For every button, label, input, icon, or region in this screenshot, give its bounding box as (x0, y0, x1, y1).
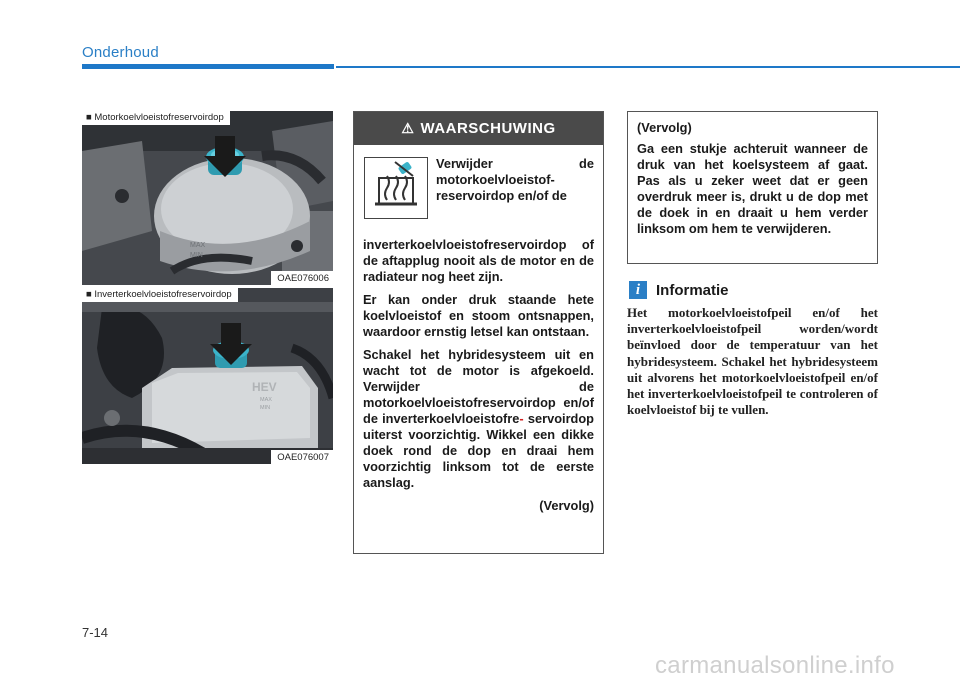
photo-caption: ■ Motorkoelvloeistofreservoirdop (82, 111, 230, 125)
warning-intro: Verwijder de motorkoelvloeistof-reservoirdop en/of de (436, 156, 594, 203)
continued-head: (Vervolg) (637, 120, 692, 135)
continued-label: (Vervolg) (539, 498, 594, 513)
photo-code: OAE076006 (271, 271, 333, 285)
continued-text: Ga een stukje achteruit wanneer de druk van het koelsysteem af gaat. Pas als u zeker weet dat er geen overdruk meer is, drukt u de dop met de doek in en draait u hem verder linksom om hem te verwijderen. (637, 141, 868, 236)
info-text: Het motorkoelvloeistofpeil en/of het inverterkoelvloeistofpeil worden/wordt beïnvloed door de temperatuur van het hybridesysteem. Schakel het hybridesysteem uit alvorens het motorkoelvloeistofpeil en/of het inverterkoelvloeistofpeil te controleren of koelvloeistof bij te vullen. (627, 305, 878, 418)
warning-header (354, 112, 603, 145)
info-title: Informatie (656, 281, 729, 299)
tank-mark-min: MIN (190, 252, 203, 259)
header-bar (82, 64, 334, 69)
header-rule (336, 66, 960, 68)
watermark: carmanualsonline.info (655, 652, 895, 679)
tank-mark-min: MIN (260, 405, 271, 411)
info-header (629, 281, 729, 299)
photo-caption: ■ Inverterkoelvloeistofreservoirdop (82, 288, 238, 302)
section-title: Onderhoud (82, 44, 159, 61)
inverter-bay-illustration (82, 288, 333, 464)
warning-paragraph: inverterkoelvloeistofreservoirdop of de aftapplug nooit als de motor en de radiateur nog heet zijn. (363, 237, 594, 284)
tank-mark-hev: HEV (252, 380, 277, 394)
warning-paragraph: Er kan onder druk staande hete koelvloeistof en stoom ontsnappen, waardoor ernstig letsel kan ontstaan. (363, 292, 594, 339)
photo-code: OAE076007 (271, 450, 333, 464)
engine-bay-illustration (82, 111, 333, 285)
tank-mark-max: MAX (190, 242, 206, 249)
continued-box (627, 111, 878, 264)
engine-coolant-photo (82, 111, 333, 285)
hyphen-mark: - (519, 411, 524, 426)
warning-title: WAARSCHUWING (420, 120, 556, 137)
warning-triangle-icon: ⚠ (401, 120, 415, 136)
warning-box (353, 111, 604, 554)
inverter-coolant-photo (82, 288, 333, 464)
tank-mark-max: MAX (260, 397, 272, 403)
hot-coolant-icon (364, 157, 428, 219)
page-number: 7-14 (82, 625, 109, 640)
warning-body (363, 237, 594, 514)
info-icon: i (629, 281, 647, 299)
warning-paragraph: Schakel het hybridesysteem uit en wacht tot de motor is afgekoeld. Verwijder de motorkoelvloeistofreservoirdop en/of de inverterkoelvloeistofre- servoirdop uiterst voorzichtig. Wikkel een dikke doek rond de dop en draai hem voorzichtig linksom tot de eerste aanslag. (363, 347, 594, 490)
